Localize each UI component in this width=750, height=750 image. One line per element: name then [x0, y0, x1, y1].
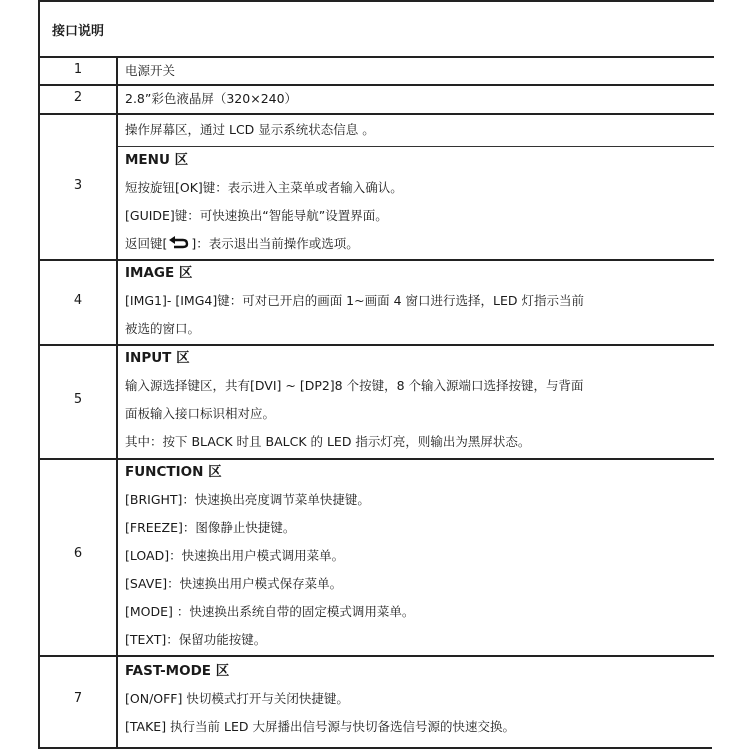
section-heading: MENU 区 [125, 152, 189, 168]
return-key-suffix: ]：表示退出当前操作或选项。 [191, 236, 359, 251]
text-line: 面板输入接口标识相对应。 [125, 406, 276, 421]
row-number: 2 [73, 90, 83, 105]
text-line [125, 230, 403, 259]
interface-table [38, 0, 712, 749]
row-number: 6 [73, 546, 83, 561]
text-line: 操作屏幕区，通过 LCD 显示系统状态信息 。 [125, 122, 375, 137]
table-border-top [40, 0, 714, 2]
return-arrow-icon [168, 231, 190, 259]
text-line: [FREEZE]：图像静止快捷键。 [125, 520, 296, 535]
row-number: 3 [73, 178, 83, 193]
text-line: [MODE] ：快速换出系统自带的固定模式调用菜单。 [125, 604, 415, 619]
column-divider [116, 56, 118, 748]
row-text [125, 146, 403, 259]
text-line: 短按旋钮[OK]键：表示进入主菜单或者输入确认。 [125, 180, 403, 195]
table-title: 接口说明 [52, 24, 105, 39]
return-key-prefix: 返回键[ [125, 236, 168, 251]
row-number: 1 [73, 62, 83, 77]
text-line: [IMG1]- [IMG4]键：可对已开启的画面 1~画面 4 窗口进行选择，LED 灯指示当前 [125, 293, 584, 308]
text-line: [GUIDE]键：可快速换出“智能导航”设置界面。 [125, 208, 388, 223]
text-line: 被选的窗口。 [125, 321, 201, 336]
section-heading: FUNCTION 区 [125, 464, 222, 480]
text-line: [ON/OFF] 快切模式打开与关闭快捷键。 [125, 691, 349, 706]
section-heading: FAST-MODE 区 [125, 663, 230, 679]
row-text [125, 657, 515, 741]
text-line: 其中：按下 BLACK 时且 BALCK 的 LED 指示灯亮，则输出为黑屏状态。 [125, 434, 531, 449]
row-number: 4 [73, 293, 83, 308]
text-line: [TEXT]：保留功能按键。 [125, 632, 267, 647]
row-number: 5 [73, 392, 83, 407]
text-line: [TAKE] 执行当前 LED 大屏播出信号源与快切备选信号源的快速交换。 [125, 719, 515, 734]
row-text [125, 344, 584, 456]
row-text [125, 259, 584, 343]
row-number: 7 [73, 691, 83, 706]
text-line: [SAVE]：快速换出用户模式保存菜单。 [125, 576, 343, 591]
text-line: [LOAD]：快速换出用户模式调用菜单。 [125, 548, 345, 563]
row-text [125, 84, 297, 113]
row-text [125, 56, 175, 85]
text-line: 2.8”彩色液晶屏（320×240） [125, 91, 298, 106]
section-heading: IMAGE 区 [125, 265, 193, 281]
text-line: [BRIGHT]：快速换出亮度调节菜单快捷键。 [125, 492, 370, 507]
text-line: 电源开关 [125, 63, 176, 78]
row-text [125, 115, 375, 145]
row-text [125, 458, 414, 654]
section-heading: INPUT 区 [125, 350, 190, 366]
text-line: 输入源选择键区，共有[DVI] ~ [DP2]8 个按键，8 个输入源端口选择按键，与背面 [125, 378, 584, 393]
